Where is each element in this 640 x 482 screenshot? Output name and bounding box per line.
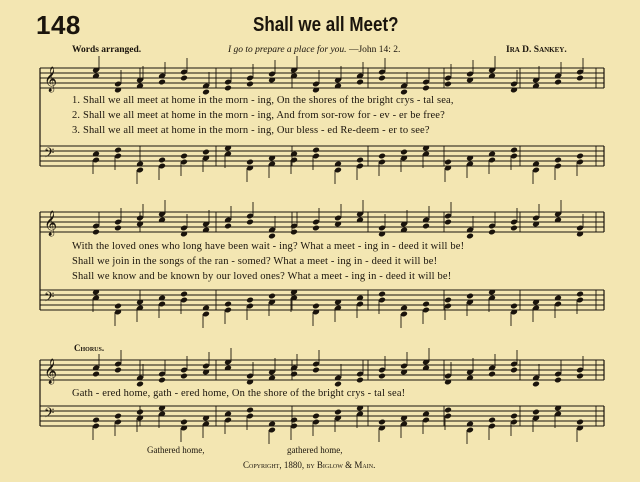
note-head bbox=[356, 377, 364, 384]
note-head bbox=[532, 381, 540, 388]
note-head bbox=[312, 413, 320, 420]
note-head bbox=[180, 291, 188, 298]
note-head bbox=[202, 149, 210, 156]
clef-icon: 𝄞 bbox=[44, 359, 58, 384]
note-head bbox=[444, 219, 452, 226]
note-head bbox=[114, 413, 122, 420]
note-head bbox=[92, 371, 100, 378]
note-head bbox=[268, 293, 276, 300]
system-2-bass-staff bbox=[40, 290, 604, 310]
note-head bbox=[224, 223, 232, 230]
note-head bbox=[554, 157, 562, 164]
note-head bbox=[136, 381, 144, 388]
note-head bbox=[180, 373, 188, 380]
note-head bbox=[312, 225, 320, 232]
note-head bbox=[180, 75, 188, 82]
system-2-verse-1: With the loved ones who long have been wait - ing? What a meet - ing in - deed it will be! bbox=[72, 241, 465, 252]
note-head bbox=[488, 371, 496, 378]
system-2-treble-staff bbox=[40, 212, 604, 232]
note-head bbox=[246, 297, 254, 304]
note-head bbox=[378, 153, 386, 160]
clef-signs bbox=[44, 66, 57, 424]
note-head bbox=[114, 367, 122, 374]
system-3-bass-staff bbox=[40, 406, 604, 426]
note-head bbox=[268, 233, 276, 240]
note-head bbox=[334, 409, 342, 416]
system-1-treble-staff bbox=[40, 68, 604, 88]
note-head bbox=[488, 417, 496, 424]
note-head bbox=[510, 147, 518, 154]
note-head bbox=[510, 367, 518, 374]
note-head bbox=[290, 371, 298, 378]
note-head bbox=[224, 301, 232, 308]
hymn-number: 148 bbox=[36, 10, 81, 40]
system-1-verse-3: 3. Shall we all meet at home in the morn - ing, Our bless - ed Re-deem - er to see? bbox=[72, 125, 430, 136]
note-head bbox=[246, 219, 254, 226]
note-head bbox=[158, 79, 166, 86]
note-head bbox=[312, 303, 320, 310]
scripture-text: I go to prepare a place for you. bbox=[228, 45, 347, 55]
copyright-notice: Copyright, 1880, by Biglow & Main. bbox=[243, 460, 376, 470]
system-2-verse-3: Shall we know and be known by our loved ones? What a meet - ing in - deed it will be! bbox=[72, 271, 452, 282]
clef-icon: 𝄞 bbox=[44, 211, 58, 236]
note-head bbox=[158, 377, 166, 384]
note-head bbox=[444, 407, 452, 414]
note-head bbox=[290, 417, 298, 424]
note-head bbox=[488, 229, 496, 236]
note-head bbox=[312, 367, 320, 374]
note-head bbox=[356, 157, 364, 164]
note-head bbox=[378, 75, 386, 82]
note-head bbox=[422, 223, 430, 230]
system-1-bass-staff bbox=[40, 146, 604, 166]
note-head bbox=[554, 377, 562, 384]
note-head bbox=[466, 293, 474, 300]
note-head bbox=[378, 373, 386, 380]
note-head bbox=[400, 149, 408, 156]
chorus-line: Gath - ered home, gath - ered home, On the shore of the bright crys - tal sea! bbox=[72, 388, 406, 399]
note-head bbox=[180, 153, 188, 160]
note-head bbox=[290, 229, 298, 236]
note-head bbox=[158, 157, 166, 164]
note-head bbox=[444, 297, 452, 304]
note-head bbox=[444, 81, 452, 88]
bass-echo-1: Gathered home, bbox=[147, 445, 205, 455]
note-head bbox=[510, 413, 518, 420]
note-head bbox=[422, 301, 430, 308]
note-head bbox=[246, 159, 254, 166]
note-head bbox=[576, 75, 584, 82]
note-head bbox=[554, 79, 562, 86]
clef-icon: 𝄢 bbox=[44, 289, 55, 308]
clef-icon: 𝄢 bbox=[44, 145, 55, 164]
hymn-title: Shall we all Meet? bbox=[253, 14, 399, 36]
note-head bbox=[422, 85, 430, 92]
note-head bbox=[246, 407, 254, 414]
note-head bbox=[180, 419, 188, 426]
system-1-verse-2: 2. Shall we all meet at home in the morn - ing, And from sor-row for - ev - er be free? bbox=[72, 110, 445, 121]
note-head bbox=[224, 85, 232, 92]
note-head bbox=[378, 419, 386, 426]
note-head bbox=[510, 225, 518, 232]
scripture-reference: —John 14: 2. bbox=[348, 45, 401, 55]
bass-echo-2: gathered home, bbox=[287, 445, 343, 455]
note-head bbox=[246, 81, 254, 88]
system-3-treble-staff bbox=[40, 360, 604, 380]
note-head bbox=[466, 233, 474, 240]
clef-icon: 𝄢 bbox=[44, 405, 55, 424]
note-head bbox=[334, 381, 342, 388]
chorus-label: Chorus. bbox=[74, 343, 105, 353]
system-1-verse-1: 1. Shall we all meet at home in the morn - ing, On the shores of the bright crys - tal sea, bbox=[72, 95, 454, 106]
note-head bbox=[114, 147, 122, 154]
note-head bbox=[444, 159, 452, 166]
note-head bbox=[92, 229, 100, 236]
composer-credit: Ira D. Sankey. bbox=[506, 45, 567, 55]
note-head bbox=[378, 291, 386, 298]
clef-icon: 𝄞 bbox=[44, 67, 58, 92]
note-head bbox=[576, 291, 584, 298]
note-head bbox=[114, 225, 122, 232]
note-head bbox=[532, 409, 540, 416]
note-head bbox=[576, 373, 584, 380]
note-head bbox=[510, 303, 518, 310]
note-head bbox=[114, 303, 122, 310]
note-head bbox=[576, 153, 584, 160]
note-head bbox=[356, 79, 364, 86]
note-head bbox=[92, 417, 100, 424]
note-head bbox=[576, 419, 584, 426]
system-2-verse-2: Shall we join in the songs of the ran - somed? What a meet - ing in - deed it will be! bbox=[72, 256, 438, 267]
arranger-credit: Words arranged. bbox=[72, 45, 142, 55]
note-head bbox=[312, 147, 320, 154]
